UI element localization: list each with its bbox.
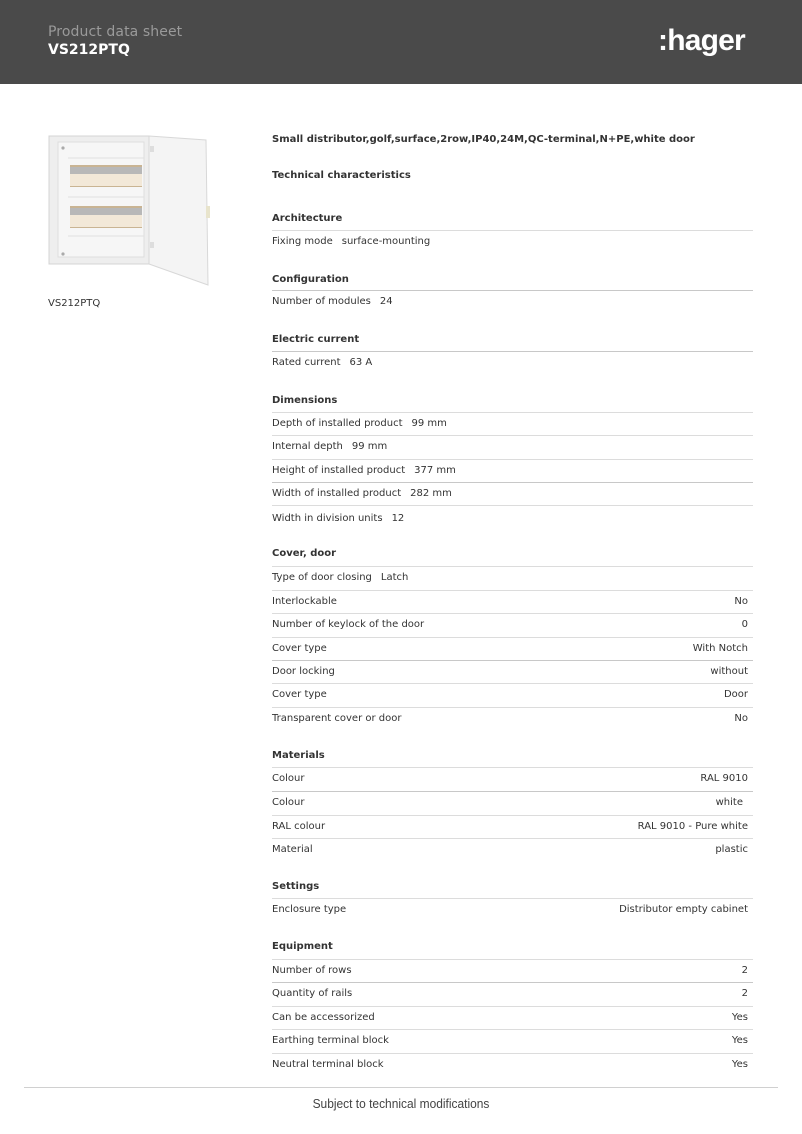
spec-row [272, 815, 753, 838]
spec-value: plastic [715, 844, 748, 855]
spec-value: Yes [731, 1035, 748, 1046]
spec-label: Interlockable [272, 596, 337, 607]
product-image [48, 132, 213, 288]
spec-row [272, 1029, 753, 1052]
spec-value: Door [723, 689, 748, 700]
document-type: Product data sheet [48, 24, 183, 40]
spec-value: Yes [731, 1059, 748, 1070]
spec-value: 99 mm [411, 418, 447, 429]
section-title-architecture: Architecture [272, 213, 343, 224]
spec-label: Height of installed product [272, 465, 406, 476]
spec-value: With Notch [692, 643, 748, 654]
spec-row [272, 435, 753, 458]
spec-label: Neutral terminal block [272, 1059, 384, 1070]
spec-row [272, 351, 753, 374]
image-caption: VS212PTQ [48, 298, 101, 309]
spec-label: Internal depth [272, 441, 343, 452]
spec-value: white [715, 797, 743, 808]
spec-label: Fixing mode [272, 236, 333, 247]
spec-value: Latch [380, 572, 409, 583]
spec-row [272, 767, 753, 790]
spec-row [272, 566, 753, 589]
spec-label: Type of door closing [272, 572, 372, 583]
hager-logo: :hager [658, 24, 745, 57]
spec-row [272, 982, 753, 1005]
spec-value: RAL 9010 [700, 773, 748, 784]
spec-row [272, 230, 753, 253]
spec-row [272, 1006, 753, 1029]
spec-label: Quantity of rails [272, 988, 353, 999]
spec-label: Earthing terminal block [272, 1035, 389, 1046]
spec-label: Can be accessorized [272, 1012, 375, 1023]
spec-value: 2 [741, 988, 748, 999]
spec-label: Colour [272, 797, 305, 808]
section-title-equipment: Equipment [272, 941, 333, 952]
technical-characteristics-title: Technical characteristics [272, 170, 411, 181]
section-title-settings: Settings [272, 881, 320, 892]
spec-value: 24 [379, 296, 393, 307]
spec-row [272, 1053, 753, 1076]
spec-label: Material [272, 844, 313, 855]
spec-value: without [710, 666, 748, 677]
spec-label: Colour [272, 773, 305, 784]
spec-row [272, 959, 753, 982]
footer-disclaimer: Subject to technical modifications [312, 1096, 490, 1111]
spec-value: No [734, 596, 748, 607]
spec-value: Yes [731, 1012, 748, 1023]
spec-label: RAL colour [272, 821, 326, 832]
spec-row [272, 590, 753, 613]
spec-label: Number of keylock of the door [272, 619, 425, 630]
spec-row [272, 707, 753, 730]
spec-value: RAL 9010 - Pure white [637, 821, 748, 832]
distribution-cabinet-image [48, 132, 213, 288]
spec-value: 282 mm [410, 488, 452, 499]
spec-row [272, 459, 753, 482]
spec-value: No [734, 713, 748, 724]
section-title-dimensions: Dimensions [272, 395, 338, 406]
spec-row [272, 505, 753, 528]
spec-row [272, 660, 753, 683]
spec-label: Enclosure type [272, 904, 347, 915]
spec-row [272, 838, 753, 861]
spec-row [272, 791, 753, 814]
product-description: Small distributor,golf,surface,2row,IP40,24M,QC-terminal,N+PE,white door [272, 134, 695, 145]
spec-row [272, 683, 753, 706]
spec-label: Depth of installed product [272, 418, 403, 429]
spec-row [272, 412, 753, 435]
spec-row [272, 482, 753, 505]
spec-label: Rated current [272, 357, 341, 368]
section-title-materials: Materials [272, 750, 325, 761]
section-title-configuration: Configuration [272, 274, 349, 285]
spec-value: 0 [741, 619, 748, 630]
spec-label: Cover type [272, 689, 327, 700]
spec-value: 2 [741, 965, 748, 976]
spec-label: Door locking [272, 666, 335, 677]
spec-value: surface-mounting [341, 236, 431, 247]
spec-row [272, 898, 753, 921]
spec-label: Width in division units [272, 513, 383, 524]
product-code: VS212PTQ [48, 42, 130, 58]
spec-label: Width of installed product [272, 488, 402, 499]
spec-label: Transparent cover or door [272, 713, 402, 724]
spec-row [272, 290, 753, 313]
section-title-cover-door: Cover, door [272, 548, 337, 559]
footer-divider [24, 1087, 778, 1088]
spec-value: Distributor empty cabinet [619, 904, 748, 915]
header-bar [0, 0, 802, 84]
spec-row [272, 637, 753, 660]
spec-value: 99 mm [351, 441, 388, 452]
spec-value: 63 A [349, 357, 373, 368]
spec-value: 12 [391, 513, 405, 524]
spec-label: Number of rows [272, 965, 352, 976]
section-title-electric-current: Electric current [272, 334, 360, 345]
spec-label: Number of modules [272, 296, 371, 307]
spec-row [272, 613, 753, 636]
spec-value: 377 mm [414, 465, 456, 476]
spec-label: Cover type [272, 643, 327, 654]
